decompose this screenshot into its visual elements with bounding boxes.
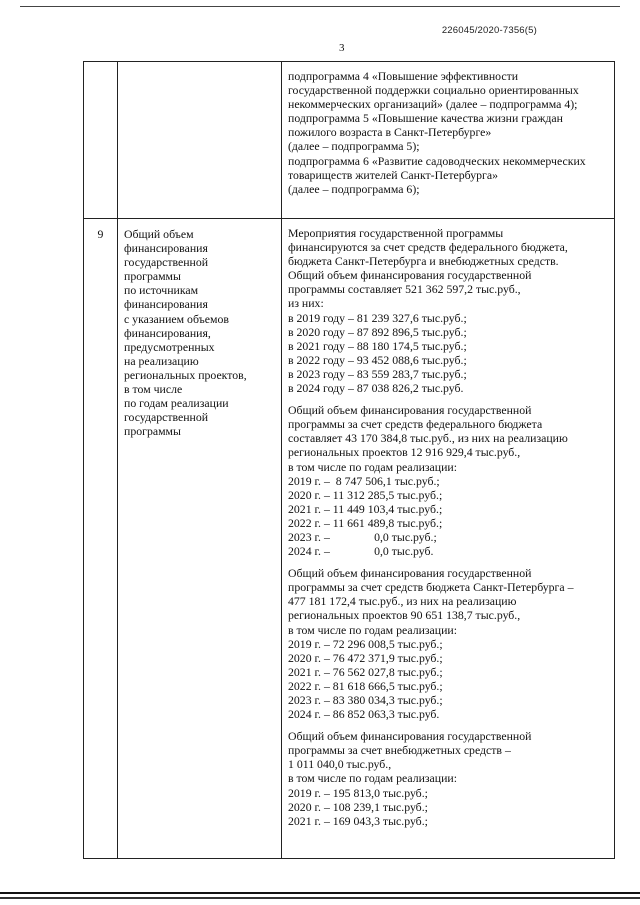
text-line: предусмотренных bbox=[124, 339, 215, 354]
text-line: из них: bbox=[288, 296, 324, 311]
bottom-border-line bbox=[0, 892, 640, 894]
text-line: 2024 г. – 86 852 063,3 тыс.руб. bbox=[288, 707, 440, 722]
row-number-cell: 9 bbox=[84, 219, 118, 859]
page-number: 3 bbox=[339, 42, 345, 54]
text-line: 2019 г. – 72 296 008,5 тыс.руб.; bbox=[288, 636, 443, 651]
text-line: государственной bbox=[124, 410, 209, 425]
text-line: 2022 г. – 11 661 489,8 тыс.руб.; bbox=[288, 515, 443, 530]
program-passport-table bbox=[83, 61, 615, 859]
funding-paragraph bbox=[288, 403, 612, 558]
text-line: 2021 г. – 76 562 027,8 тыс.руб.; bbox=[288, 664, 443, 679]
text-line: 1 011 040,0 тыс.руб., bbox=[288, 757, 392, 772]
text-line: в 2021 году – 88 180 174,5 тыс.руб.; bbox=[288, 338, 467, 353]
funding-label bbox=[124, 227, 281, 438]
text-line: Общий объем финансирования государственной bbox=[288, 729, 532, 744]
row-label-cell bbox=[118, 219, 282, 859]
text-line: региональных проектов, bbox=[124, 367, 247, 382]
text-line: 2020 г. – 108 239,1 тыс.руб.; bbox=[288, 799, 428, 814]
text-line: программы bbox=[124, 424, 181, 439]
funding-paragraph bbox=[288, 729, 612, 828]
text-line: на реализацию bbox=[124, 353, 199, 368]
table-row bbox=[84, 62, 615, 219]
row-number-cell bbox=[84, 62, 118, 219]
text-line: в 2020 году – 87 892 896,5 тыс.руб.; bbox=[288, 324, 467, 339]
text-line: финансирования bbox=[124, 241, 208, 256]
text-line: по годам реализации bbox=[124, 396, 229, 411]
row-content-cell bbox=[282, 219, 615, 859]
text-line: с указанием объемов bbox=[124, 311, 229, 326]
text-line: Общий объем финансирования государственной bbox=[288, 268, 532, 283]
text-line: 2019 г. – 195 813,0 тыс.руб.; bbox=[288, 785, 428, 800]
text-line: 477 181 172,4 тыс.руб., из них на реализацию bbox=[288, 594, 517, 609]
text-line: финансируются за счет средств федерального бюджета, bbox=[288, 240, 568, 255]
text-line: 2023 г. – 83 380 034,3 тыс.руб.; bbox=[288, 693, 443, 707]
text-line: государственной поддержки социально ориентированных bbox=[288, 83, 579, 98]
text-line: 2019 г. – 8 747 506,1 тыс.руб.; bbox=[288, 473, 440, 488]
table-row bbox=[84, 219, 615, 859]
text-line: финансирования bbox=[124, 297, 208, 312]
text-line: финансирования, bbox=[124, 325, 211, 340]
text-line: Мероприятия государственной программы bbox=[288, 226, 504, 240]
text-line: пожилого возраста в Санкт-Петербурге» bbox=[288, 125, 492, 140]
text-line: программы за счет средств федерального бюджета bbox=[288, 417, 543, 432]
text-line: 2024 г. – 0,0 тыс.руб. bbox=[288, 544, 434, 559]
text-line: региональных проектов 90 651 138,7 тыс.руб., bbox=[288, 608, 521, 623]
text-line: 2020 г. – 76 472 371,9 тыс.руб.; bbox=[288, 650, 443, 665]
text-line: товариществ жителей Санкт-Петербурга» bbox=[288, 167, 498, 182]
text-line: в том числе bbox=[124, 382, 183, 397]
text-line: подпрограмма 4 «Повышение эффективности bbox=[288, 69, 519, 83]
text-line: Общий объем bbox=[124, 227, 194, 241]
text-line: в 2023 году – 83 559 283,7 тыс.руб.; bbox=[288, 366, 467, 381]
text-line: 2021 г. – 169 043,3 тыс.руб.; bbox=[288, 813, 428, 828]
text-line: программы за счет средств бюджета Санкт-Петербурга – bbox=[288, 580, 574, 595]
funding-details bbox=[288, 226, 612, 828]
text-line: в том числе по годам реализации: bbox=[288, 459, 458, 474]
text-line: в том числе по годам реализации: bbox=[288, 622, 458, 637]
top-border-line bbox=[20, 6, 620, 7]
text-line: бюджета Санкт-Петербурга и внебюджетных средств. bbox=[288, 254, 559, 269]
subprogram-list bbox=[288, 69, 612, 196]
text-line: 2023 г. – 0,0 тыс.руб.; bbox=[288, 529, 437, 544]
text-line: программы составляет 521 362 597,2 тыс.руб., bbox=[288, 282, 521, 297]
row-content-cell bbox=[282, 62, 615, 219]
funding-paragraph bbox=[288, 226, 612, 395]
text-line: Общий объем финансирования государственной bbox=[288, 403, 532, 418]
row-label-cell bbox=[118, 62, 282, 219]
text-line: в 2019 году – 81 239 327,6 тыс.руб.; bbox=[288, 310, 467, 325]
text-line: некоммерческих организаций» (далее – подпрограмма 4); bbox=[288, 97, 578, 112]
text-line: по источникам bbox=[124, 283, 199, 298]
text-line: (далее – подпрограмма 6); bbox=[288, 181, 420, 196]
text-line: 2020 г. – 11 312 285,5 тыс.руб.; bbox=[288, 487, 443, 502]
text-line: 2022 г. – 81 618 666,5 тыс.руб.; bbox=[288, 678, 443, 693]
text-line: региональных проектов 12 916 929,4 тыс.руб., bbox=[288, 445, 521, 460]
text-line: 2021 г. – 11 449 103,4 тыс.руб.; bbox=[288, 501, 443, 516]
text-line: подпрограмма 6 «Развитие садоводческих некоммерческих bbox=[288, 153, 586, 168]
text-line: в 2024 году – 87 038 826,2 тыс.руб. bbox=[288, 381, 464, 396]
funding-paragraph bbox=[288, 566, 612, 721]
bottom-border-line bbox=[0, 897, 640, 899]
text-line: Общий объем финансирования государственной bbox=[288, 566, 532, 581]
text-line: программы за счет внебюджетных средств – bbox=[288, 743, 511, 758]
text-line: составляет 43 170 384,8 тыс.руб., из них на реализацию bbox=[288, 431, 568, 446]
text-line: в 2022 году – 93 452 088,6 тыс.руб.; bbox=[288, 352, 467, 367]
text-line: (далее – подпрограмма 5); bbox=[288, 139, 420, 154]
text-line: государственной bbox=[124, 255, 209, 270]
text-line: программы bbox=[124, 269, 181, 284]
text-line: в том числе по годам реализации: bbox=[288, 771, 458, 786]
document-number: 226045/2020-7356(5) bbox=[441, 25, 537, 36]
text-line: подпрограмма 5 «Повышение качества жизни граждан bbox=[288, 111, 563, 126]
